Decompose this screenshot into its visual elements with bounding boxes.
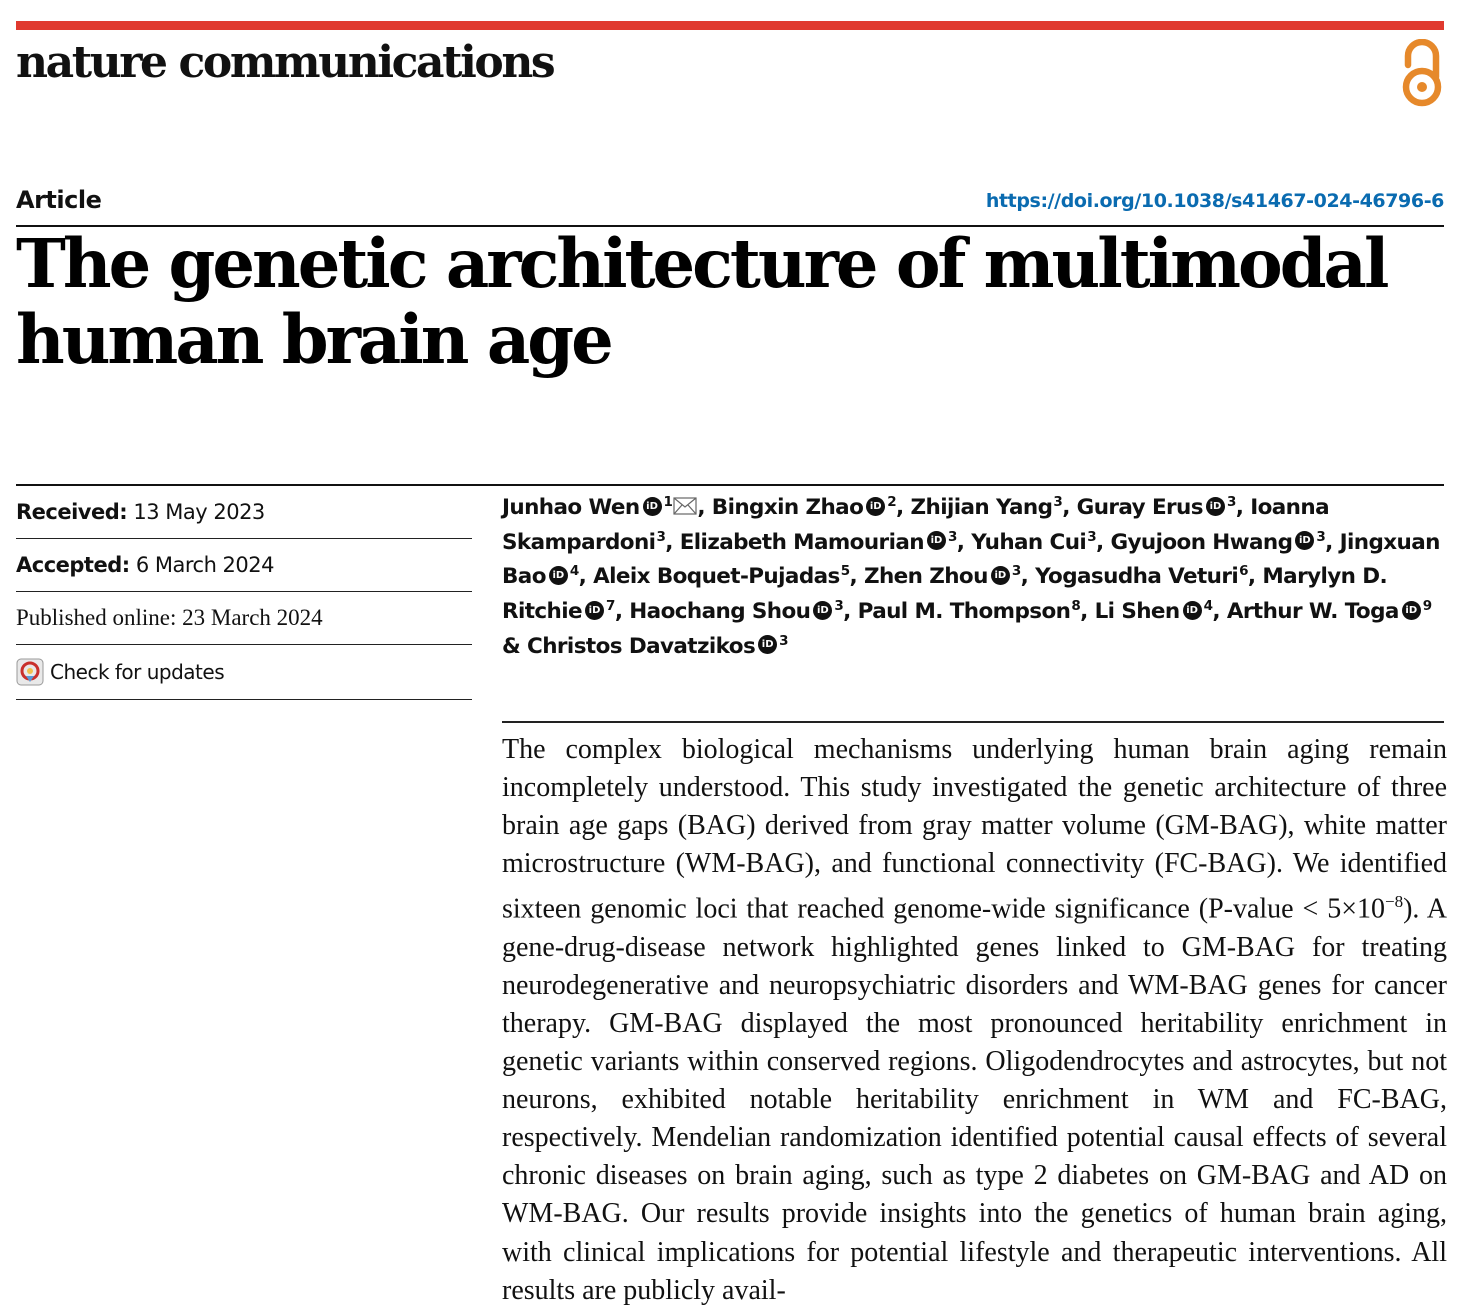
open-access-icon: [1399, 39, 1445, 107]
author-separator: ,: [843, 599, 858, 625]
orcid-icon[interactable]: iD: [813, 601, 832, 620]
author-affiliation: 4: [1203, 598, 1213, 615]
author-affiliation: 3: [656, 528, 666, 545]
author-affiliation: 3: [947, 528, 957, 545]
author-affiliation: 2: [887, 494, 897, 510]
orcid-icon[interactable]: iD: [1206, 497, 1225, 516]
author-separator: ,: [1080, 599, 1095, 625]
email-icon[interactable]: [673, 497, 697, 515]
author-affiliation: 8: [1071, 598, 1081, 615]
received-value: 13 May 2023: [133, 500, 265, 524]
author-separator: ,: [1325, 529, 1340, 555]
author[interactable]: [1227, 599, 1432, 624]
author-name[interactable]: Marylyn D. Ritchie: [502, 564, 1388, 625]
author-separator: &: [502, 633, 528, 659]
published-value: 23 March 2024: [182, 605, 323, 630]
author-name[interactable]: Jingxuan Bao: [502, 529, 1440, 590]
received-date: [16, 486, 472, 539]
received-label: Received:: [16, 500, 128, 524]
author-name[interactable]: Yogasudha Veturi: [1035, 564, 1239, 590]
author[interactable]: [712, 495, 896, 520]
author-list: [502, 491, 1447, 665]
author[interactable]: [971, 530, 1096, 555]
author-separator: ,: [697, 495, 712, 520]
author[interactable]: [527, 634, 788, 659]
author-name[interactable]: Junhao Wen: [502, 495, 640, 520]
article-title: The genetic architecture of multimodal human brain age: [16, 224, 1387, 379]
accepted-label: Accepted:: [16, 553, 130, 577]
author-affiliation: 3: [834, 598, 844, 615]
author-name[interactable]: Bingxin Zhao: [711, 495, 864, 520]
orcid-icon[interactable]: iD: [927, 531, 946, 550]
published-date: [16, 592, 472, 645]
abstract-divider: [502, 721, 1444, 723]
orcid-icon[interactable]: iD: [758, 635, 777, 654]
orcid-icon[interactable]: iD: [866, 497, 885, 516]
author-affiliation: 6: [1239, 563, 1248, 580]
author-separator: ,: [1212, 599, 1227, 625]
journal-name: nature communications: [16, 37, 554, 88]
author-separator: ,: [1235, 495, 1251, 520]
author-separator: ,: [1247, 564, 1263, 590]
author[interactable]: [593, 564, 849, 589]
author-name[interactable]: Paul M. Thompson: [857, 599, 1071, 625]
author[interactable]: [1077, 495, 1236, 520]
accepted-value: 6 March 2024: [135, 553, 274, 577]
author-affiliation: 7: [606, 598, 615, 615]
author-affiliation: 9: [1422, 598, 1432, 615]
author-separator: ,: [1020, 564, 1036, 590]
abstract-text-start: The complex biological mechanisms underlying human brain aging remain incompletely understood. This study investigated the genetic architecture of three brain age gaps (BAG) derived from gray matter volume (GM-BAG), white matter microstructure (WM-BAG), and functional connectivity (FC-BAG). We identified sixteen genomic loci that reached genome-wide significance (P-value < 5×10: [502, 734, 1447, 925]
author-separator: ,: [1062, 495, 1077, 520]
doi-link[interactable]: https://doi.org/10.1038/s41467-024-46796-6: [985, 190, 1444, 212]
author-affiliation: 3: [1087, 528, 1096, 545]
author-name[interactable]: Aleix Boquet-Pujadas: [593, 564, 840, 590]
check-for-updates-icon: [16, 658, 44, 686]
author[interactable]: [629, 599, 843, 624]
author-name[interactable]: Guray Erus: [1076, 495, 1203, 520]
author-separator: ,: [614, 599, 630, 625]
author-name[interactable]: Yuhan Cui: [971, 529, 1087, 555]
author-name[interactable]: Zhijian Yang: [910, 495, 1053, 520]
author-affiliation: 1: [663, 494, 673, 510]
author[interactable]: [502, 495, 697, 520]
author-name[interactable]: Arthur W. Toga: [1226, 599, 1399, 625]
author-name[interactable]: Elizabeth Mamourian: [679, 529, 924, 555]
author-name[interactable]: Haochang Shou: [629, 599, 811, 625]
author-affiliation: 3: [1053, 494, 1063, 510]
orcid-icon[interactable]: iD: [1402, 601, 1421, 620]
orcid-icon[interactable]: iD: [991, 566, 1010, 585]
author-affiliation: 3: [1226, 494, 1236, 510]
author-separator: ,: [665, 529, 680, 555]
abstract: [502, 731, 1447, 1310]
author-separator: ,: [896, 495, 911, 520]
abstract-exponent: −8: [1385, 892, 1404, 912]
article-dates: [16, 486, 472, 700]
author[interactable]: [680, 530, 957, 555]
author-name[interactable]: Zhen Zhou: [863, 564, 988, 590]
author-name[interactable]: Li Shen: [1094, 599, 1180, 625]
check-for-updates[interactable]: [16, 645, 472, 700]
author[interactable]: [858, 599, 1081, 624]
author-separator: ,: [1095, 529, 1111, 555]
author-affiliation: 4: [569, 563, 579, 580]
author-affiliation: 3: [1316, 528, 1326, 545]
orcid-icon[interactable]: iD: [1183, 601, 1202, 620]
orcid-icon[interactable]: iD: [585, 601, 604, 620]
author-affiliation: 3: [779, 632, 788, 649]
orcid-icon[interactable]: iD: [549, 566, 568, 585]
published-label: Published online:: [16, 605, 177, 630]
author[interactable]: [1035, 564, 1248, 589]
top-accent-bar: [16, 21, 1444, 30]
author-affiliation: 3: [1011, 563, 1021, 580]
author-separator: ,: [849, 564, 864, 590]
author-name[interactable]: Christos Davatzikos: [527, 633, 756, 659]
author-separator: ,: [578, 564, 594, 590]
author[interactable]: [864, 564, 1021, 589]
author[interactable]: [1110, 530, 1325, 555]
article-type: Article: [16, 186, 102, 214]
orcid-icon[interactable]: iD: [1295, 531, 1314, 550]
orcid-icon[interactable]: iD: [643, 497, 662, 516]
author-name[interactable]: Gyujoon Hwang: [1110, 529, 1293, 555]
author[interactable]: [911, 495, 1063, 520]
check-for-updates-label: Check for updates: [50, 660, 225, 684]
author-name[interactable]: Ioanna Skampardoni: [502, 495, 1330, 555]
accepted-date: [16, 539, 472, 592]
author[interactable]: [1095, 599, 1213, 624]
author-affiliation: 5: [840, 563, 850, 580]
abstract-text-end: ). A gene-drug-disease network highlighted genes linked to GM-BAG for treating neurodegenerative and neuropsychiatric disorders and WM-BAG genes for cancer therapy. GM-BAG displayed the most pronounced heritability enrichment in genetic variants within conserved regions. Oligodendrocytes and astrocytes, but not neurons, exhibited notable heritability enrichment in WM and FC-BAG, respectively. Mendelian randomization identified potential causal effects of several chronic diseases on brain aging, such as type 2 diabetes on GM-BAG and AD on WM-BAG. Our results provide insights into the genetics of human brain aging, with clinical implications for potential lifestyle and therapeutic interventions. All results are publicly avail-: [502, 893, 1448, 1306]
author-separator: ,: [956, 529, 972, 555]
